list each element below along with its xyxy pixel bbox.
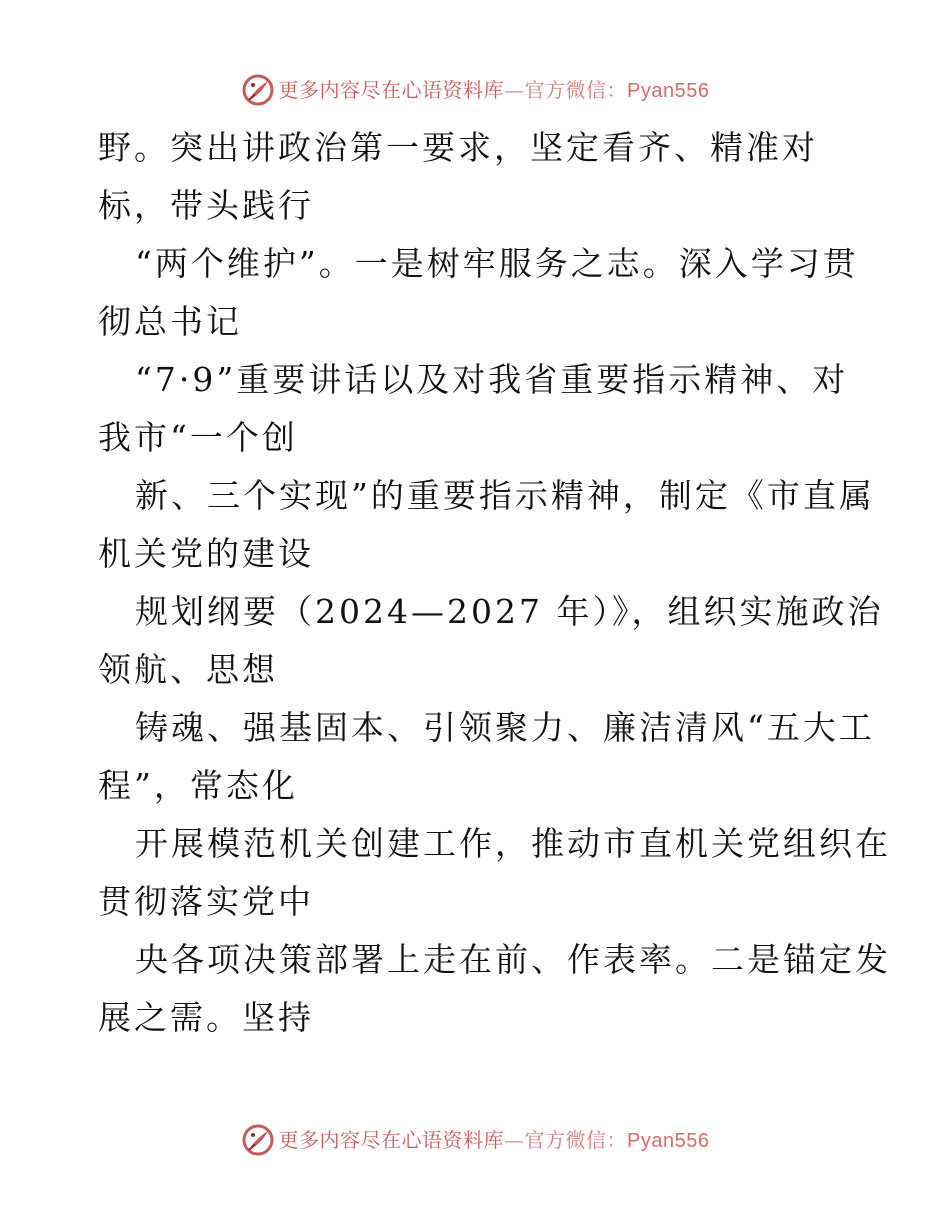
- text-line-8: 机关党的建设: [98, 534, 314, 573]
- watermark-text: [278, 77, 710, 102]
- watermark-separator: —: [504, 77, 525, 102]
- text-line-5: “7·9”重要讲话以及对我省重要指示精神、对: [135, 360, 849, 399]
- text-line-4: 彻总书记: [98, 302, 242, 341]
- text-line-12: 程”，常态化: [98, 766, 298, 805]
- text-line-13: 开展模范机关创建工作，推动市直机关党组织在: [135, 824, 891, 863]
- watermark-footer: [0, 1120, 950, 1160]
- text-line-7: 新、三个实现”的重要指示精神，制定《市直属: [135, 476, 875, 515]
- feather-pen-logo-icon: [241, 73, 275, 107]
- text-line-16: 展之需。坚持: [98, 998, 314, 1037]
- text-line-9: 规划纲要（2024—2027 年）》，组织实施政治: [135, 592, 884, 631]
- feather-pen-logo-icon: [241, 1123, 275, 1157]
- watermark-official-label: 官方微信：: [524, 1127, 628, 1152]
- watermark-brand: 更多内容尽在心语资料库: [278, 77, 505, 102]
- watermark-text: [278, 1127, 710, 1152]
- text-line-2: 标，带头践行: [98, 186, 314, 225]
- watermark-header: [0, 70, 950, 110]
- text-line-11: 铸魂、强基固本、引领聚力、廉洁清风“五大工: [135, 708, 875, 747]
- watermark-wechat-id: Pyan556: [627, 1129, 710, 1152]
- text-line-3: “两个维护”。一是树牢服务之志。深入学习贯: [135, 244, 859, 283]
- text-line-14: 贯彻落实党中: [98, 882, 314, 921]
- watermark-brand: 更多内容尽在心语资料库: [278, 1127, 505, 1152]
- text-line-6: 我市“一个创: [98, 418, 298, 457]
- text-line-15: 央各项决策部署上走在前、作表率。二是锚定发: [135, 940, 891, 979]
- text-line-1: 野。突出讲政治第一要求，坚定看齐、精准对: [98, 128, 818, 167]
- watermark-official-label: 官方微信：: [524, 77, 628, 102]
- text-line-10: 领航、思想: [98, 650, 278, 689]
- watermark-wechat-id: Pyan556: [627, 79, 710, 102]
- watermark-separator: —: [504, 1127, 525, 1152]
